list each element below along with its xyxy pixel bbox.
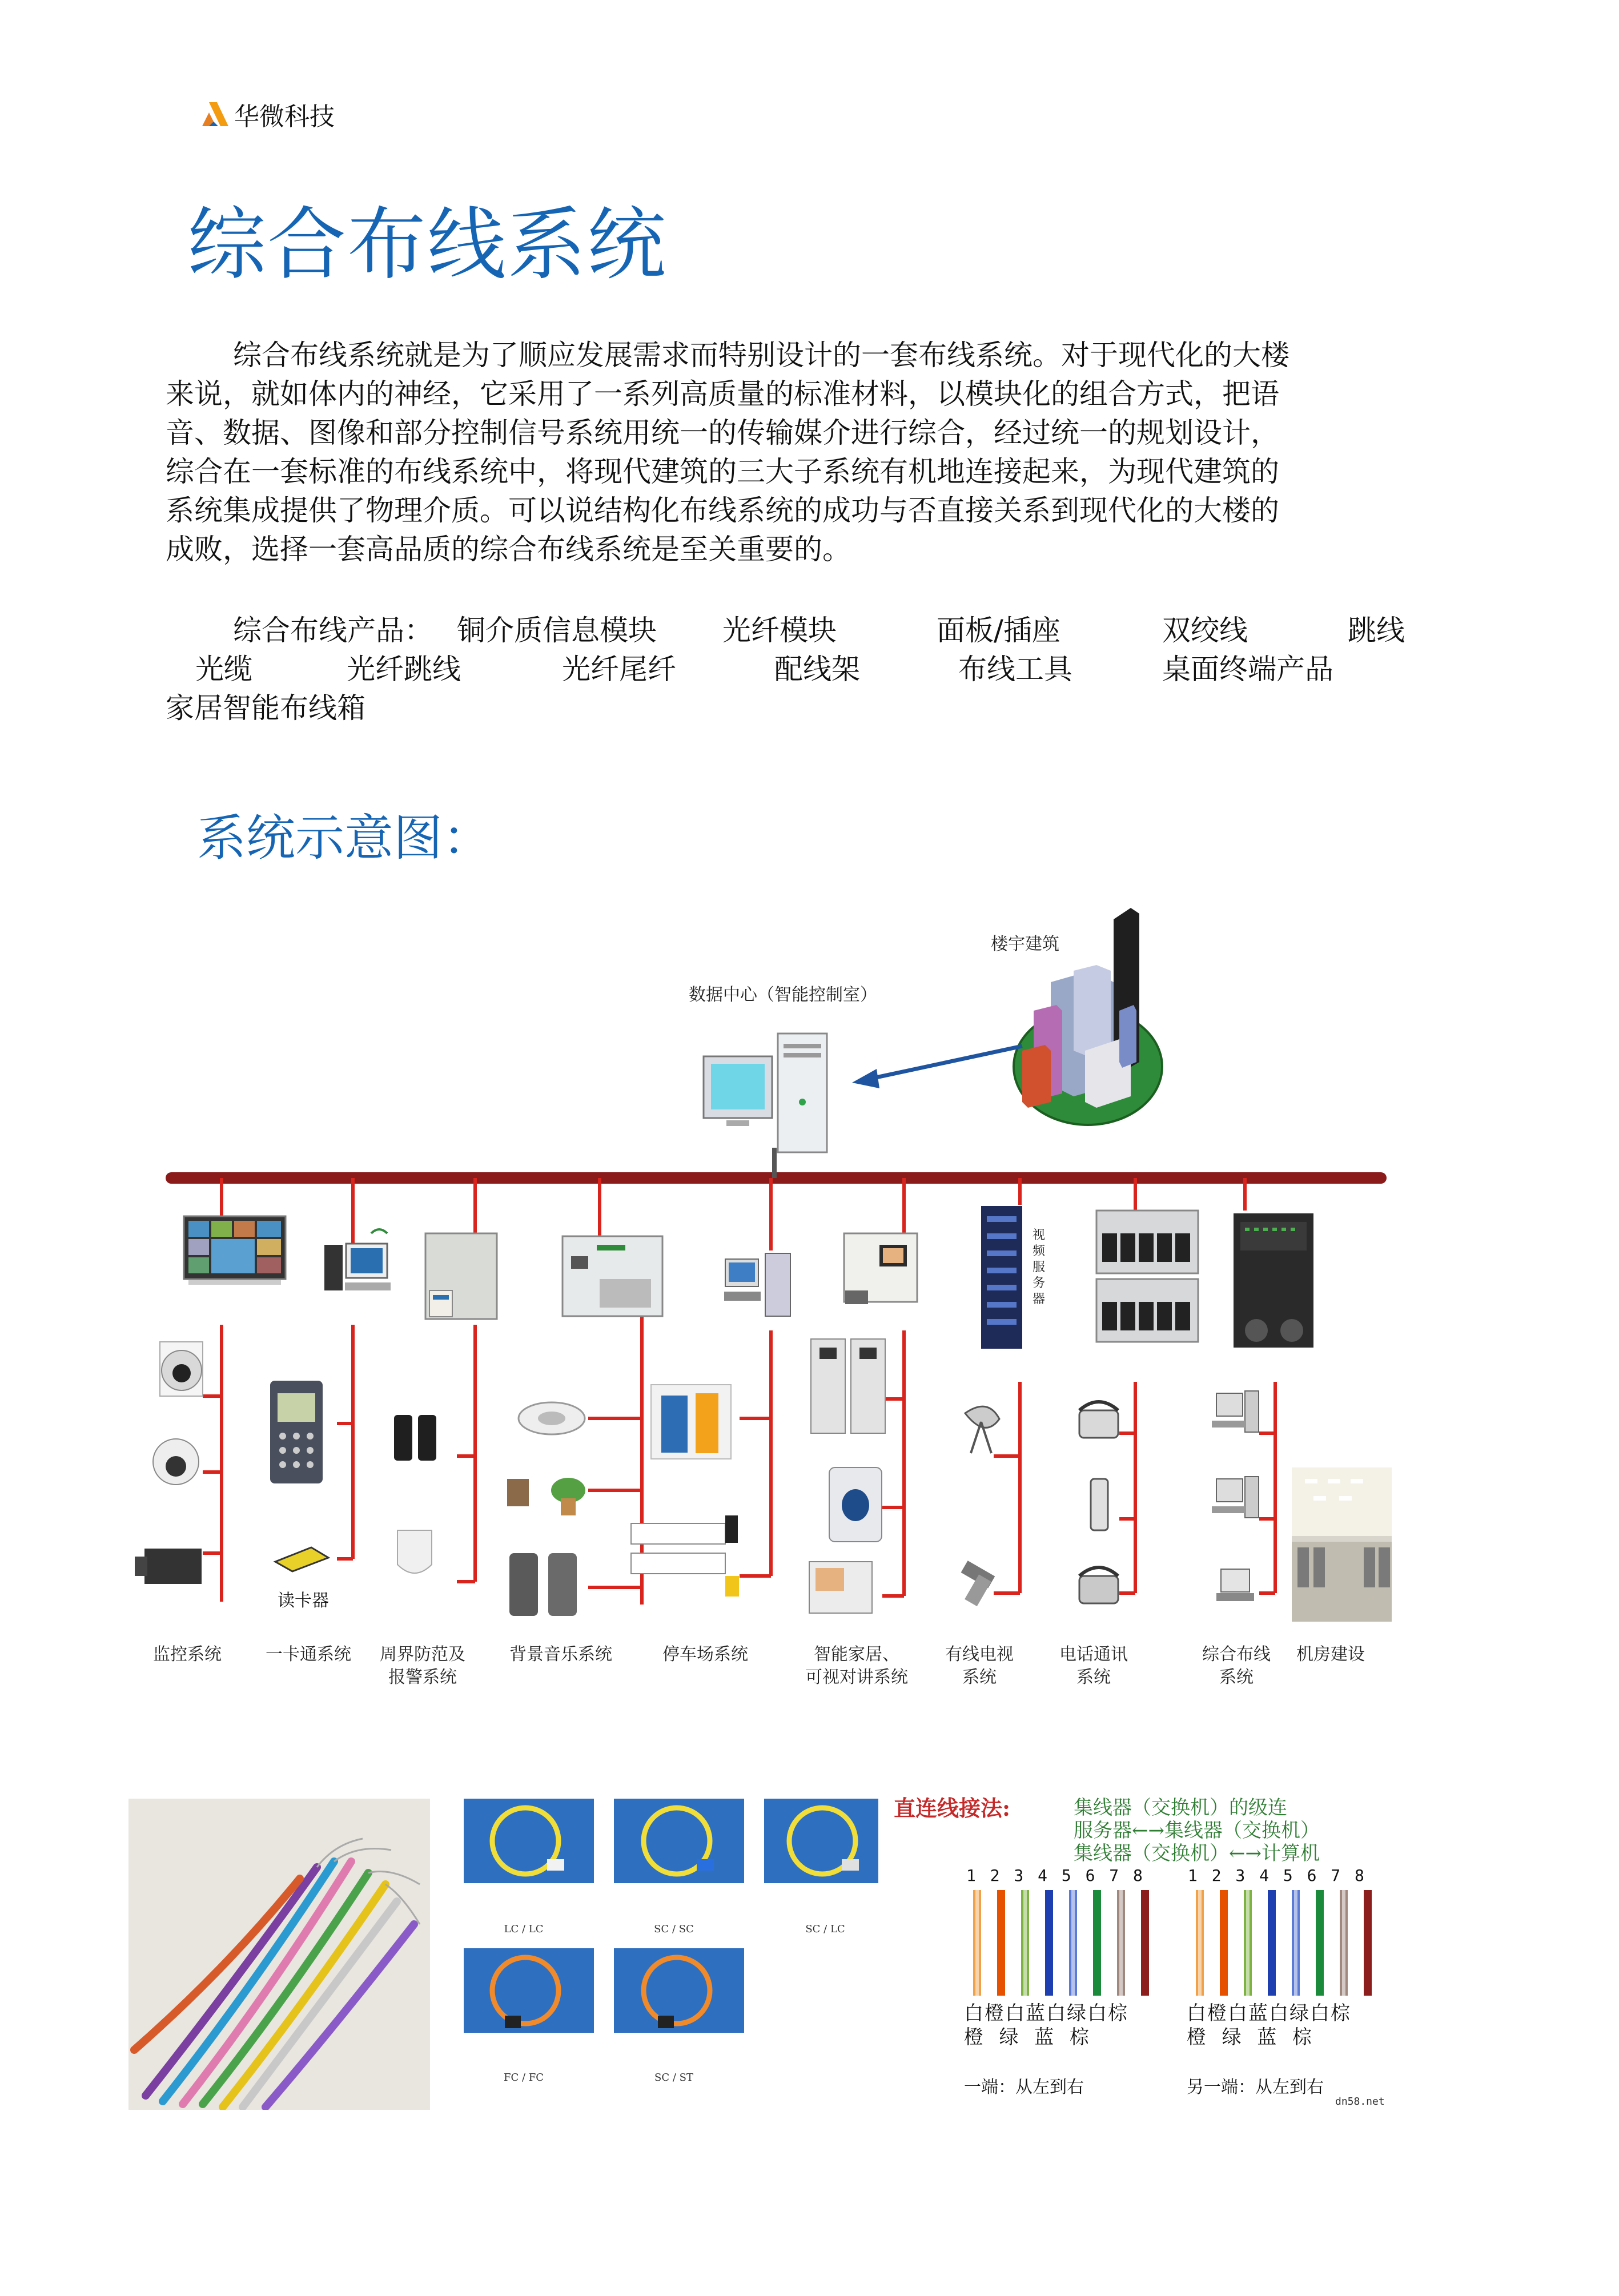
cable-bundle-photo bbox=[128, 1799, 430, 2110]
parking-barrier-icon bbox=[631, 1385, 739, 1597]
card-terminal-icon bbox=[270, 1381, 328, 1571]
wire-colors-b-second: 橙 绿 蓝 棕 bbox=[1187, 2026, 1313, 2049]
wiring-title: 直连线接法: bbox=[894, 1795, 1011, 1821]
wire-strand bbox=[1268, 1890, 1276, 1996]
pin-numbers-b: 1 2 3 4 5 6 7 8 bbox=[1188, 1866, 1367, 1885]
wire-colors-b: 白橙白蓝白绿白棕 bbox=[1187, 2002, 1351, 2025]
product-item: 光纤跳线 bbox=[347, 653, 461, 686]
wire-colors-a-second: 橙 绿 蓝 棕 bbox=[964, 2026, 1090, 2049]
server-room-icon bbox=[1292, 1467, 1392, 1622]
product-item: 配线架 bbox=[774, 653, 860, 686]
system-label: 一卡通系统 bbox=[266, 1644, 351, 1664]
fiber-patch-cords-photo bbox=[457, 1799, 879, 2107]
access-control-terminal-icon bbox=[324, 1229, 391, 1290]
section-title: 系统示意图： bbox=[197, 810, 492, 867]
system-label: 监控系统 bbox=[153, 1644, 222, 1664]
computer-icon bbox=[704, 1034, 827, 1152]
product-item: 桌面终端产品 bbox=[1162, 653, 1333, 686]
product-item: 跳线 bbox=[1348, 614, 1405, 647]
wire-strand bbox=[1093, 1890, 1101, 1996]
video-server-label: 视频服务器 bbox=[1033, 1228, 1046, 1306]
intro-line: 成败，选择一套高品质的综合布线系统是至关重要的。 bbox=[166, 533, 851, 566]
wire-strand bbox=[1045, 1890, 1053, 1996]
network-rack-icon bbox=[1234, 1213, 1313, 1348]
wire-strand bbox=[1141, 1890, 1149, 1996]
wire-stripe bbox=[1071, 1890, 1075, 1996]
workstation-icon bbox=[1212, 1391, 1259, 1601]
building-label: 楼宇建筑 bbox=[991, 934, 1059, 954]
page-title: 综合布线系统 bbox=[187, 199, 668, 291]
system-label: 周界防范及 报警系统 bbox=[380, 1644, 465, 1687]
wire-colors-a: 白橙白蓝白绿白棕 bbox=[964, 2002, 1128, 2025]
wire-stripe bbox=[975, 1890, 979, 1996]
system-label: 电话通讯 系统 bbox=[1059, 1644, 1128, 1687]
fiber-caption: LC / LC bbox=[504, 1923, 544, 1935]
product-item: 布线工具 bbox=[958, 653, 1072, 686]
pin-numbers-a: 1 2 3 4 5 6 7 8 bbox=[966, 1866, 1145, 1885]
product-item: 光纤模块 bbox=[722, 614, 837, 647]
intro-line: 系统集成提供了物理介质。可以说结构化布线系统的成功与否直接关系到现代化的大楼的 bbox=[166, 494, 1279, 527]
ceiling-speaker-icon bbox=[507, 1402, 585, 1616]
intro-line: 综合布线系统就是为了顺应发展需求而特别设计的一套布线系统。对于现代化的大楼 bbox=[233, 339, 1289, 372]
parking-computer-icon bbox=[724, 1253, 790, 1316]
intro-line: 来说，就如体内的神经，它采用了一系列高质量的标准材料，以模块化的组合方式，把语 bbox=[166, 377, 1279, 411]
wire-strands bbox=[959, 1890, 1382, 2004]
fiber-caption: FC / FC bbox=[503, 2072, 544, 2084]
wire-end-b: 另一端：从左到右 bbox=[1187, 2077, 1324, 2097]
watermark: dn58.net bbox=[1335, 2096, 1385, 2108]
wire-stripe bbox=[1119, 1890, 1123, 1996]
fiber-caption: SC / ST bbox=[654, 2072, 693, 2084]
company-name: 华微科技 bbox=[234, 102, 335, 131]
wire-end-a: 一端：从左到右 bbox=[964, 2077, 1084, 2097]
alarm-panel-icon bbox=[425, 1233, 497, 1319]
wire-stripe bbox=[1294, 1890, 1297, 1996]
surveillance-monitor-icon bbox=[184, 1216, 286, 1285]
system-label: 综合布线 系统 bbox=[1202, 1644, 1271, 1687]
fiber-caption: SC / SC bbox=[654, 1923, 694, 1935]
system-label: 有线电视 系统 bbox=[945, 1644, 1014, 1687]
wiring-use-line: 集线器（交换机）←→计算机 bbox=[1074, 1842, 1320, 1865]
fiber-caption: SC / LC bbox=[805, 1923, 845, 1935]
intro-line: 音、数据、图像和部分控制信号系统用统一的传输媒介进行综合，经过统一的规划设计， bbox=[166, 416, 1279, 449]
beam-detector-icon bbox=[394, 1415, 436, 1573]
arrow-icon bbox=[852, 1046, 1022, 1088]
product-item: 光纤尾纤 bbox=[562, 653, 676, 686]
intercom-host-icon bbox=[844, 1233, 917, 1304]
product-item: 光缆 bbox=[195, 653, 252, 686]
system-label: 背景音乐系统 bbox=[509, 1644, 612, 1664]
product-item: 面板/插座 bbox=[937, 614, 1060, 647]
system-label: 机房建设 bbox=[1296, 1644, 1365, 1664]
system-label: 智能家居、 可视对讲系统 bbox=[805, 1644, 908, 1687]
wire-strand bbox=[1316, 1890, 1324, 1996]
wire-stripe bbox=[1198, 1890, 1202, 1996]
card-reader-label: 读卡器 bbox=[278, 1591, 329, 1611]
patch-panel-icon bbox=[1096, 1211, 1198, 1342]
datacenter-label: 数据中心（智能控制室） bbox=[689, 985, 877, 1005]
product-item: 铜介质信息模块 bbox=[457, 614, 657, 647]
satellite-dish-icon bbox=[961, 1406, 999, 1606]
dome-camera-icon bbox=[135, 1342, 203, 1584]
intro-line: 综合在一套标准的布线系统中，将现代建筑的三大子系统有机地连接起来，为现代建筑的 bbox=[166, 455, 1279, 488]
wire-strand bbox=[1220, 1890, 1228, 1996]
product-item: 双绞线 bbox=[1162, 614, 1248, 647]
product-item: 家居智能布线箱 bbox=[166, 691, 365, 725]
wire-stripe bbox=[1023, 1890, 1027, 1996]
wire-stripe bbox=[1246, 1890, 1250, 1996]
product-list-label: 综合布线产品： bbox=[233, 614, 433, 647]
wire-strand bbox=[1364, 1890, 1372, 1996]
intercom-panel-icon bbox=[809, 1339, 885, 1613]
wiring-use-line: 服务器←→集线器（交换机） bbox=[1074, 1819, 1320, 1842]
audio-amplifier-icon bbox=[563, 1236, 662, 1316]
wire-stripe bbox=[1342, 1890, 1345, 1996]
telephone-icon bbox=[1079, 1402, 1118, 1603]
system-label: 停车场系统 bbox=[662, 1644, 748, 1664]
wiring-use-line: 集线器（交换机）的级连 bbox=[1074, 1796, 1287, 1819]
wire-strand bbox=[997, 1890, 1005, 1996]
